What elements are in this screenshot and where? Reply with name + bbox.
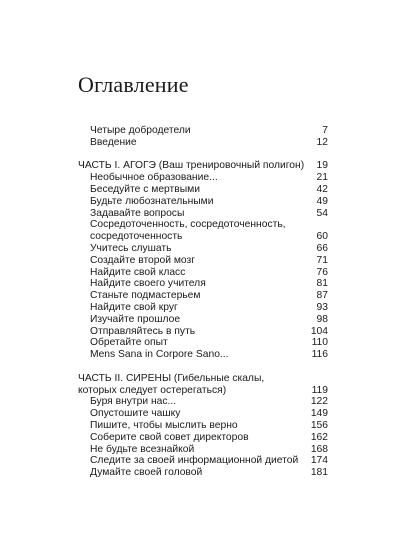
toc-entry-page-number: 116 <box>311 349 328 361</box>
toc-entry-label: Не будьте всезнайкой <box>90 443 195 455</box>
toc-entry-page-number: 54 <box>316 207 328 219</box>
toc-entry-page-number: 12 <box>316 136 328 148</box>
toc-entry-label: Будьте любознательными <box>90 195 214 207</box>
toc-entry-label: Следите за своей информационной диетой <box>90 455 299 467</box>
toc-entry[interactable] <box>78 302 328 314</box>
toc-entry[interactable] <box>78 290 328 302</box>
toc-entry-label: Четыре добродетели <box>90 125 191 136</box>
toc-entry[interactable] <box>78 444 328 456</box>
toc-entry-label: Обретайте опыт <box>90 337 168 349</box>
toc-entry[interactable] <box>78 396 328 408</box>
toc-entry[interactable] <box>78 349 328 361</box>
section-gap <box>78 361 328 373</box>
toc-entry[interactable] <box>78 196 328 208</box>
toc-entry-page-number: 49 <box>316 195 328 207</box>
toc-entry-page-number: 162 <box>310 431 328 443</box>
toc-entry[interactable] <box>78 255 328 267</box>
toc-entry-page-number: 174 <box>310 455 328 467</box>
toc-entry-label: Опустошите чашку <box>90 408 181 420</box>
toc-intro-section <box>78 125 328 149</box>
toc-entry-label: Учитесь слушать <box>90 242 172 254</box>
toc-entry-page-number: 7 <box>322 125 328 136</box>
toc-entry-label: Найдите свой класс <box>90 266 186 278</box>
toc-entry[interactable] <box>78 337 328 349</box>
toc-entry-page-number: 156 <box>310 419 328 431</box>
toc-entry-label: Соберите свой совет директоров <box>90 431 249 443</box>
toc-entry-label: Буря внутри нас... <box>90 396 177 408</box>
toc-entry[interactable] <box>78 278 328 290</box>
toc-entry-page-number: 122 <box>310 396 328 408</box>
toc-entry[interactable] <box>78 243 328 255</box>
section-gap <box>78 149 328 161</box>
toc-entry-page-number: 76 <box>316 266 328 278</box>
toc-entry-label: Пишите, чтобы мыслить верно <box>90 419 238 431</box>
toc-entry[interactable] <box>78 267 328 279</box>
toc-entry[interactable] <box>78 420 328 432</box>
toc-entry-page-number: 60 <box>316 231 328 243</box>
toc-entry-label: Задавайте вопросы <box>90 207 185 219</box>
toc-entry-page-number: 81 <box>316 278 328 290</box>
toc-entry[interactable] <box>78 314 328 326</box>
toc-entry-label: Введение <box>90 136 137 148</box>
toc-entry-label: Найдите свой круг <box>90 301 178 313</box>
toc-entry[interactable] <box>78 137 328 149</box>
toc-entry-label: Сосредоточенность, сосредоточенность, сосредоточенность <box>90 219 286 243</box>
toc-entry[interactable] <box>78 172 328 184</box>
toc-entry-label: ЧАСТЬ I. АГОГЭ (Ваш тренировочный полигон) <box>78 160 305 172</box>
toc-entry[interactable] <box>78 326 328 338</box>
toc-entry[interactable] <box>78 125 328 137</box>
toc-entry[interactable] <box>78 184 328 196</box>
toc-entry-page-number: 110 <box>311 337 328 349</box>
toc-entry-page-number: 42 <box>316 183 328 195</box>
toc-entry-page-number: 149 <box>310 408 328 420</box>
toc-entry-page-number: 104 <box>310 325 328 337</box>
toc-entry-page-number: 21 <box>316 172 328 184</box>
toc-entry[interactable] <box>78 408 328 420</box>
toc-part-section <box>78 160 328 361</box>
toc-entry-label: Mens Sana in Corpore Sano... <box>90 349 229 361</box>
page-title: Оглавление <box>78 72 189 97</box>
toc-entry-label: ЧАСТЬ II. СИРЕНЫ (Гибельные скалы, которых следует остерегаться) <box>78 372 265 396</box>
toc-entry-label: Думайте своей головой <box>90 467 203 479</box>
toc-part-heading[interactable] <box>78 373 328 397</box>
toc-entry-label: Отправляйтесь в путь <box>90 325 196 337</box>
toc-entry-label: Станьте подмастерьем <box>90 290 201 302</box>
toc-entry[interactable] <box>78 208 328 220</box>
toc-entry-page-number: 119 <box>311 384 328 396</box>
toc-entry[interactable] <box>78 219 328 243</box>
toc-part-heading[interactable] <box>78 160 328 172</box>
toc-entry-page-number: 87 <box>316 290 328 302</box>
toc-entry[interactable] <box>78 455 328 467</box>
toc-entry-label: Необычное образование... <box>90 172 218 184</box>
toc-entry-page-number: 181 <box>310 467 328 479</box>
toc-entry-page-number: 19 <box>316 160 328 172</box>
toc-entry-page-number: 168 <box>310 443 328 455</box>
toc-entry-label: Изучайте прошлое <box>90 313 181 325</box>
toc-entry[interactable] <box>78 432 328 444</box>
toc-entry-page-number: 93 <box>316 301 328 313</box>
toc-entry-page-number: 98 <box>316 313 328 325</box>
toc-entry-label: Беседуйте с мертвыми <box>90 183 200 195</box>
toc-entry[interactable] <box>78 467 328 479</box>
table-of-contents <box>78 125 328 479</box>
toc-part-section <box>78 373 328 479</box>
toc-entry-label: Создайте второй мозг <box>90 254 196 266</box>
toc-entry-page-number: 71 <box>316 254 328 266</box>
toc-entry-label: Найдите своего учителя <box>90 278 206 290</box>
toc-entry-page-number: 66 <box>316 242 328 254</box>
